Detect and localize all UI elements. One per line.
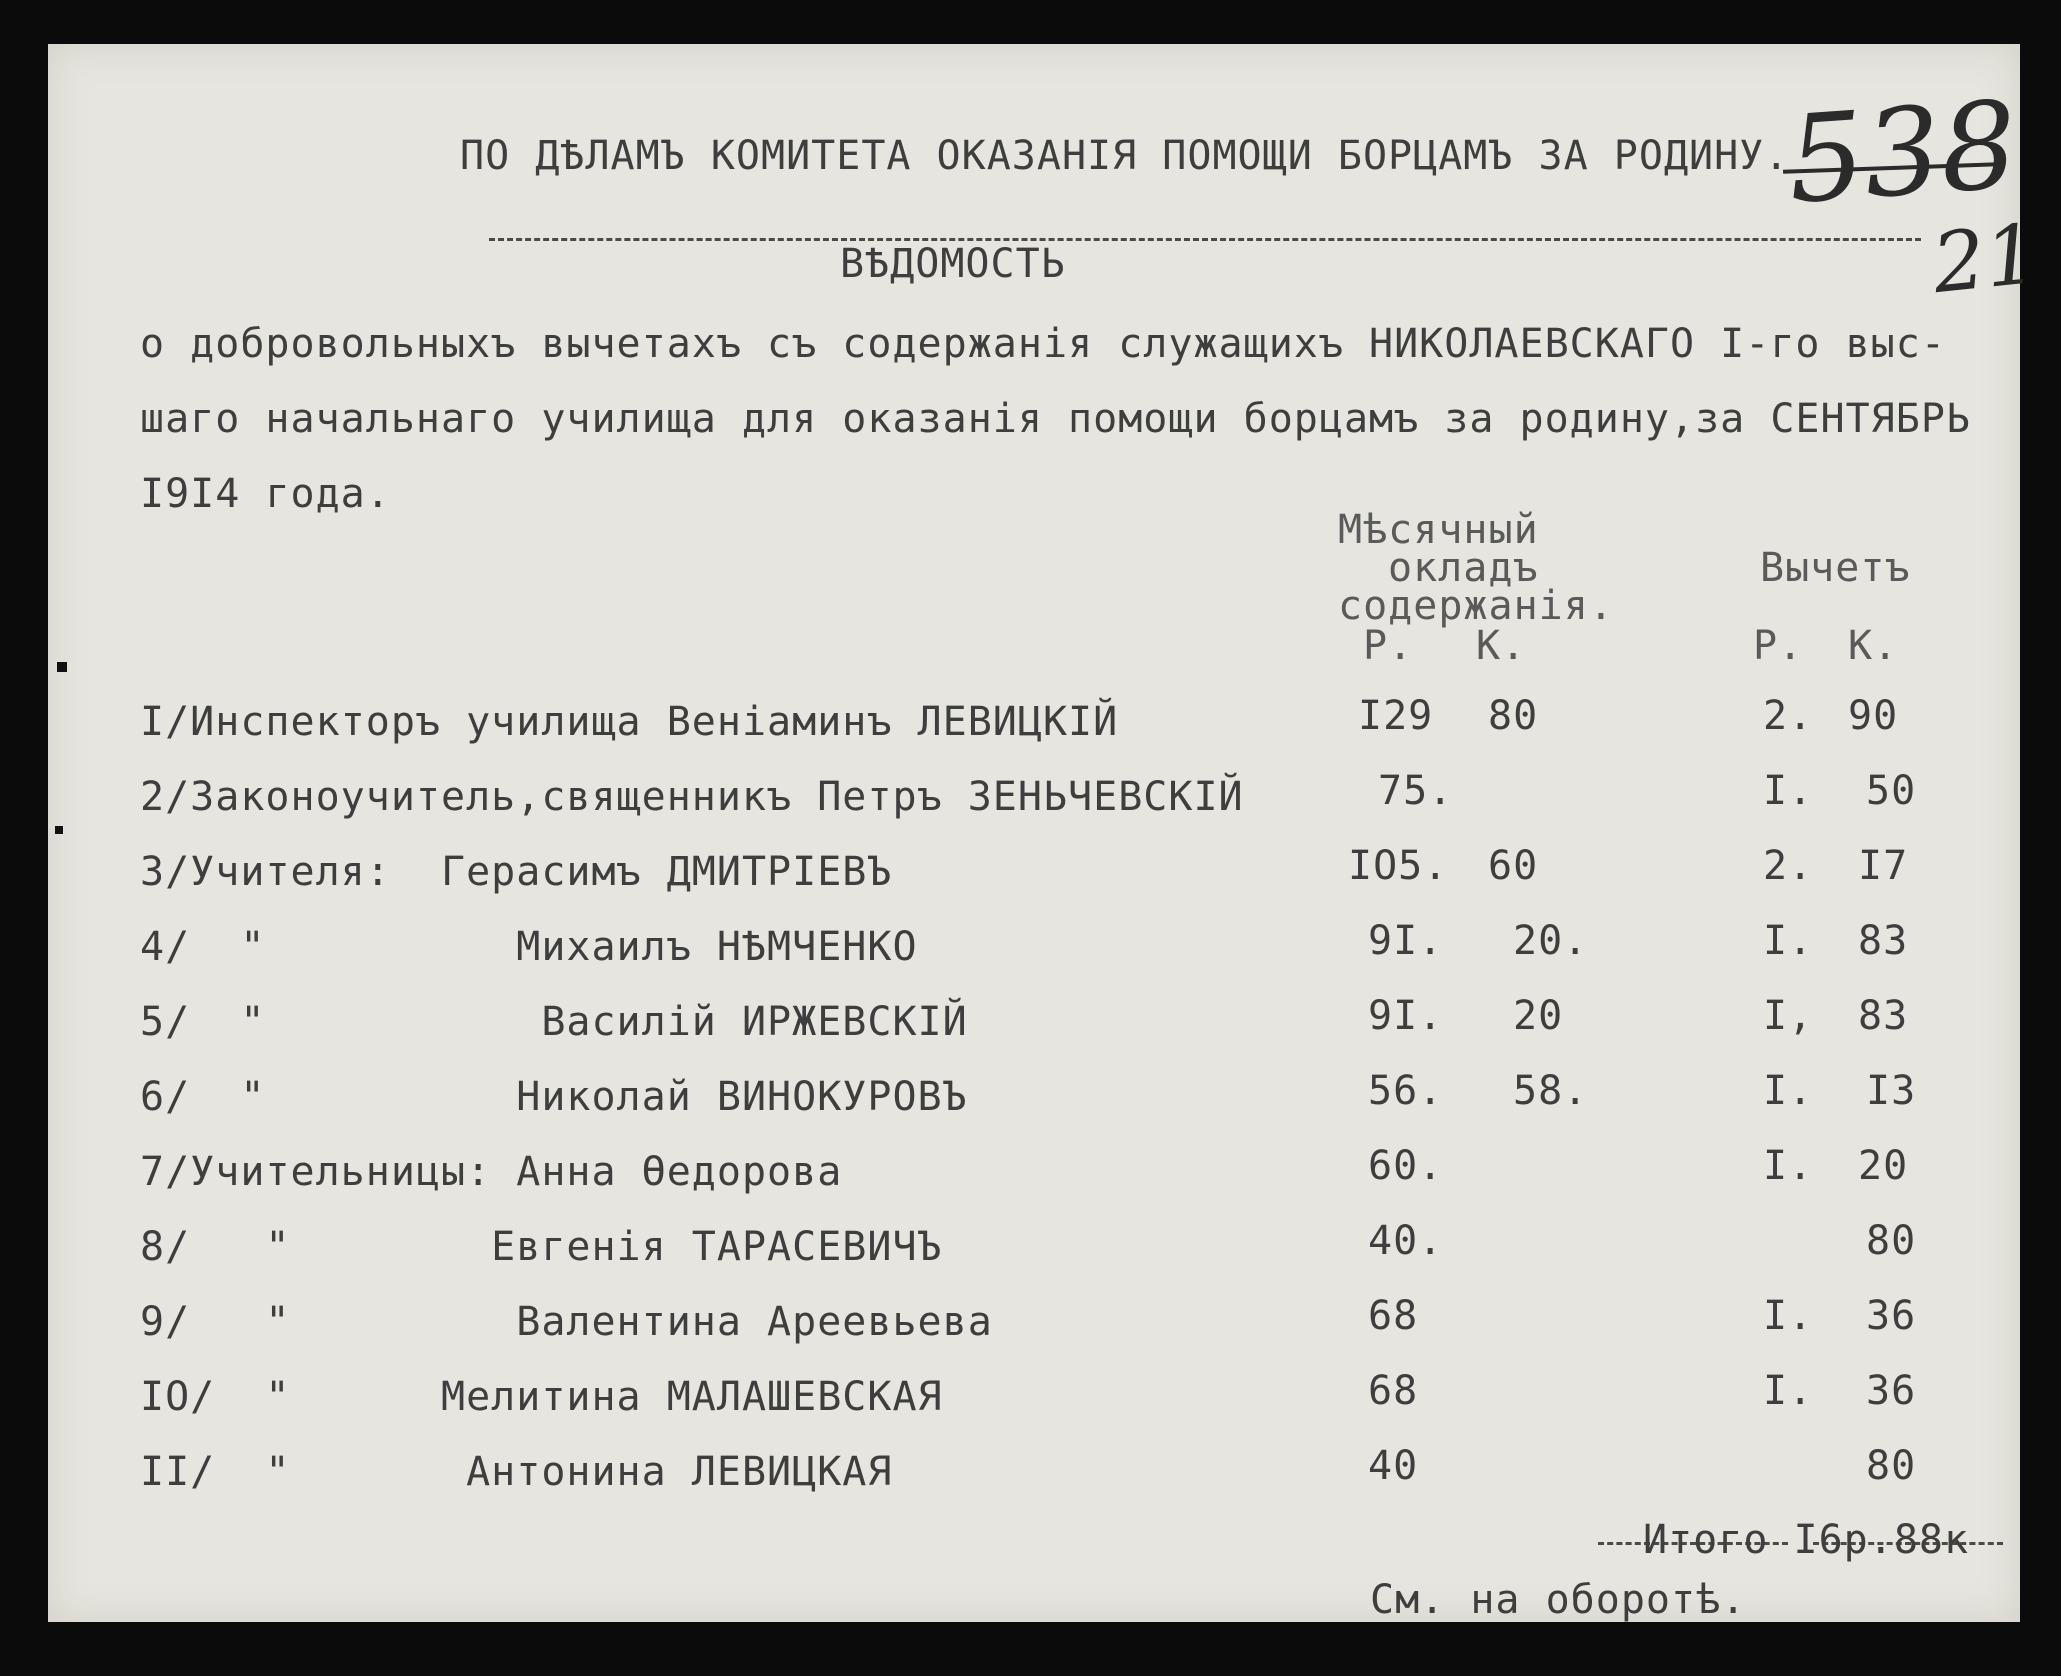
row-2-salary-rub: 75. (1378, 768, 1454, 814)
paper-edge-mark (57, 662, 67, 672)
header-title: ПО ДѢЛАМЪ КОМИТЕТА ОКАЗАНІЯ ПОМОЩИ БОРЦАМЪ ЗА РОДИНУ. (460, 133, 1790, 179)
row-2-deduction-rub: I. (1763, 768, 1814, 814)
row-10-label: IO/ " Мелитина МАЛАШЕВСКАЯ (140, 1374, 943, 1420)
total-line: Итого I6р.88к (1643, 1517, 1970, 1563)
row-11-label: II/ " Антонина ЛЕВИЦКАЯ (140, 1449, 893, 1495)
row-1-label: I/Инспекторъ училища Веніаминъ ЛЕВИЦКІЙ (140, 699, 1119, 745)
see-reverse-note: См. на оборотѣ. (1370, 1577, 1747, 1623)
row-5-salary-kop: 20 (1513, 993, 1564, 1039)
row-2-deduction-kop: 50 (1866, 768, 1917, 814)
salary-header-3: содержанія. (1338, 583, 1614, 629)
deduction-header: Вычетъ (1760, 545, 1911, 591)
intro-line-1: о добровольныхъ вычетахъ съ содержанія служащихъ НИКОЛАЕВСКАГО I-го выс- (140, 321, 1946, 367)
row-1-salary-rub: I29 (1358, 693, 1434, 739)
document-heading: ВѢДОМОСТЬ (840, 241, 1066, 287)
row-4-deduction-kop: 83 (1858, 918, 1909, 964)
row-6-salary-kop: 58. (1513, 1068, 1589, 1114)
row-9-deduction-kop: 36 (1866, 1293, 1917, 1339)
row-3-salary-rub: IO5. (1348, 843, 1449, 889)
row-5-deduction-rub: I, (1763, 993, 1814, 1039)
row-7-salary-rub: 60. (1368, 1143, 1444, 1189)
deduction-kop-header: К. (1848, 623, 1899, 669)
row-10-deduction-rub: I. (1763, 1368, 1814, 1414)
row-11-salary-rub: 40 (1368, 1443, 1419, 1489)
row-9-salary-rub: 68 (1368, 1293, 1419, 1339)
document-sheet (48, 44, 2043, 1623)
intro-line-2: шаго начальнаго училища для оказанія помощи борцамъ за родину,за СЕНТЯБРЬ (140, 396, 1971, 442)
row-4-salary-kop: 20. (1513, 918, 1589, 964)
salary-header-1: Мѣсячный (1338, 507, 1539, 553)
row-8-salary-rub: 40. (1368, 1218, 1444, 1264)
paper-edge-mark (55, 826, 63, 834)
row-1-deduction-kop: 90 (1848, 693, 1899, 739)
row-1-deduction-rub: 2. (1763, 693, 1814, 739)
row-3-deduction-kop: I7 (1858, 843, 1909, 889)
row-7-deduction-rub: I. (1763, 1143, 1814, 1189)
salary-kop-header: К. (1476, 623, 1527, 669)
row-9-deduction-rub: I. (1763, 1293, 1814, 1339)
row-1-salary-kop: 80 (1488, 693, 1539, 739)
header-underline (489, 238, 1921, 241)
row-6-salary-rub: 56. (1368, 1068, 1444, 1114)
deduction-rub-header: Р. (1753, 623, 1804, 669)
salary-header-2: окладъ (1388, 545, 1539, 591)
row-7-deduction-kop: 20 (1858, 1143, 1909, 1189)
row-5-label: 5/ " Василій ИРЖЕВСКІЙ (140, 999, 968, 1045)
row-6-label: 6/ " Николай ВИНОКУРОВЪ (140, 1074, 968, 1120)
row-3-label: 3/Учителя: Герасимъ ДМИТРІЕВЪ (140, 849, 893, 895)
row-3-salary-kop: 60 (1488, 843, 1539, 889)
intro-line-3: I9I4 года. (140, 471, 391, 517)
row-5-deduction-kop: 83 (1858, 993, 1909, 1039)
row-4-label: 4/ " Михаилъ НѢМЧЕНКО (140, 924, 918, 970)
row-9-label: 9/ " Валентина Ареевьева (140, 1299, 993, 1345)
row-7-label: 7/Учительницы: Анна Өедорова (140, 1149, 843, 1195)
row-4-salary-rub: 9I. (1368, 918, 1444, 964)
salary-rub-header: Р. (1363, 623, 1414, 669)
row-6-deduction-rub: I. (1763, 1068, 1814, 1114)
row-4-deduction-rub: I. (1763, 918, 1814, 964)
row-11-deduction-kop: 80 (1866, 1443, 1917, 1489)
sheet-number: 21 (1928, 206, 2043, 313)
row-10-salary-rub: 68 (1368, 1368, 1419, 1414)
archive-number: 538 (1783, 76, 2022, 231)
row-2-label: 2/Законоучитель,священникъ Петръ ЗЕНЬЧЕВСКІЙ (140, 774, 1244, 820)
row-8-deduction-kop: 80 (1866, 1218, 1917, 1264)
row-6-deduction-kop: I3 (1866, 1068, 1917, 1114)
row-10-deduction-kop: 36 (1866, 1368, 1917, 1414)
row-5-salary-rub: 9I. (1368, 993, 1444, 1039)
row-3-deduction-rub: 2. (1763, 843, 1814, 889)
row-8-label: 8/ " Евгенія ТАРАСЕВИЧЪ (140, 1224, 943, 1270)
